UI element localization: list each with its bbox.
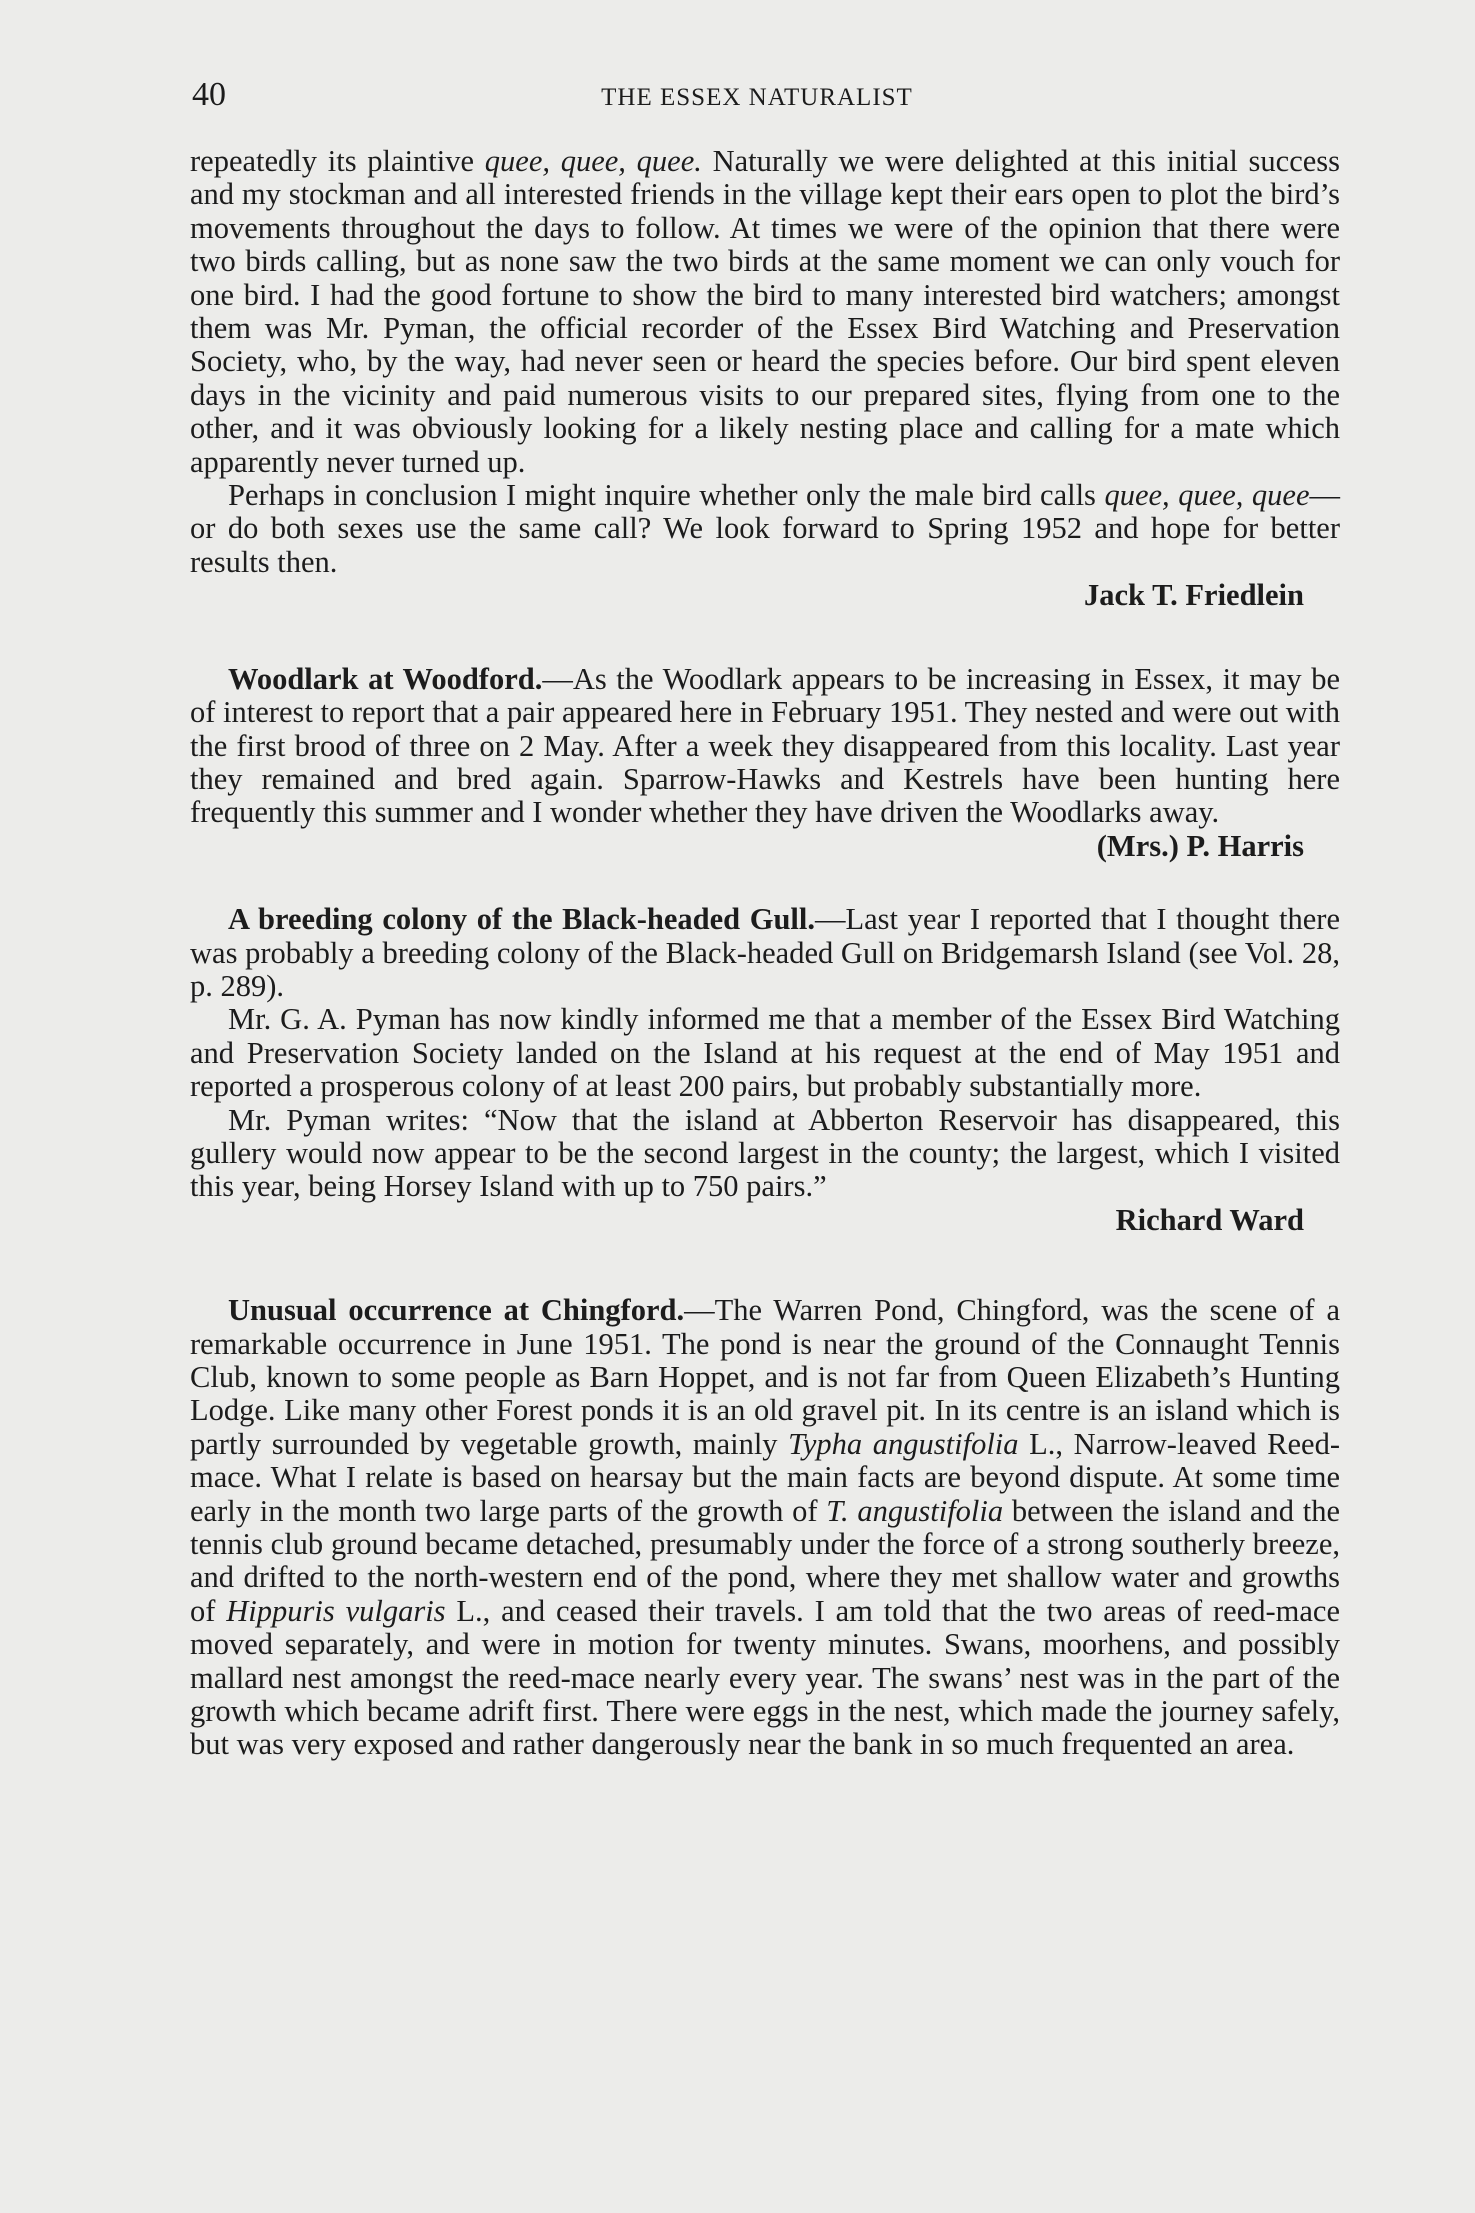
section-spacer <box>190 1237 1340 1294</box>
paragraph: Mr. Pyman writes: “Now that the island at Abberton Reservoir has disappeared, this gullery would now appear to be the second largest in the county; the largest, which I visited this year, being Horsey Island with up to 750 pairs.” <box>190 1102 1340 1204</box>
paragraph-conclusion <box>190 479 1340 579</box>
note-heading: Unusual occurrence at Chingford. <box>228 1293 685 1328</box>
paragraph-continuation <box>190 145 1340 479</box>
text-run: Perhaps in conclusion I might inquire whether only the male bird calls <box>228 478 1105 513</box>
author-signature: (Mrs.) P. Harris <box>1096 828 1304 863</box>
note-heading: A breeding colony of the Black-headed Gull. <box>228 902 816 937</box>
author-signature: Richard Ward <box>1115 1202 1304 1237</box>
page-header <box>192 72 1322 122</box>
text-run: —The Warren Pond, Chingford, was the scene of a remarkable occurrence in June 1951. The pond is near the ground of the Connaught Tennis Club, known to some people as Barn Hoppet, and is not far from Queen Elizabeth’s Hunting Lodge. Like many other Forest ponds it is an old gravel pit. In its centre is an island which is partly surrounded by vegetable growth, mainly <box>190 1293 1340 1461</box>
note-heading: Woodlark at Woodford. <box>228 661 543 696</box>
text-run: —Last year I reported that I thought there was probably a breeding colony of the Black-headed Gull on Bridgemarsh Island (see Vol. 28, p. 289). <box>190 902 1340 1003</box>
text-run: L., Narrow-leaved Reed-mace. What I relate is based on hearsay but the main facts are beyond dispute. At some time early in the month two large parts of the growth of <box>190 1426 1340 1528</box>
text-run: between the island and the tennis club ground became detached, presumably under the force of a strong southerly breeze, and drifted to the north-western end of the pond, where they met shallow water and growths of <box>190 1493 1340 1628</box>
article-body <box>190 145 1340 1762</box>
text-run: Naturally we were delighted at this initial success and my stockman and all interested friends in the village kept their ears open to plot the bird’s movements throughout the days to follow. At times we were of the opinion that there were two birds calling, but as none saw the two birds at the same moment we can only vouch for one bird. I had the good fortune to show the bird to many interested bird watchers; amongst them was Mr. Pyman, the official recorder of the Essex Bird Watching and Preservation Society, who, by the way, had never seen or heard the species before. Our bird spent eleven days in the vicinity and paid numerous visits to our prepared sites, flying from one to the other, and it was obviously looking for a likely nesting place and calling for a mate which apparently never turned up. <box>190 144 1341 479</box>
section-spacer <box>190 863 1340 903</box>
author-signature: Jack T. Friedlein <box>1084 578 1304 613</box>
text-run: repeatedly its plaintive <box>190 144 485 178</box>
page-number: 40 <box>192 76 226 113</box>
italic-species: Hippuris vulgaris <box>226 1593 446 1628</box>
text-run: —or do both sexes use the same call? We look forward to Spring 1952 and hope for better results then. <box>190 478 1340 579</box>
italic-species: Typha angustifolia <box>788 1426 1019 1461</box>
section-spacer <box>190 613 1340 663</box>
note-chingford <box>190 1294 1340 1762</box>
italic-call: quee, quee, quee. <box>484 144 702 178</box>
note-gull <box>190 903 1340 1003</box>
text-run: —As the Woodlark appears to be increasing in Essex, it may be of interest to report that a pair appeared here in February 1951. They nested and were out with the first brood of three on 2 May. After a week they disappeared from this locality. Last year they remained and bred again. Sparrow-Hawks and Kestrels have been hunting here frequently this summer and I wonder whether they have driven the Woodlarks away. <box>190 661 1341 830</box>
note-woodlark <box>190 663 1340 830</box>
paragraph: Mr. G. A. Pyman has now kindly informed me that a member of the Essex Bird Watching and Preservation Society landed on the Island at his request at the end of May 1951 and reported a prosperous colony of at least 200 pairs, but probably substantially more. <box>190 1002 1340 1104</box>
running-title: THE ESSEX NATURALIST <box>601 84 913 111</box>
italic-species: T. angustifolia <box>826 1493 1004 1528</box>
text-run: L., and ceased their travels. I am told that the two areas of reed-mace moved separately, and were in motion for twenty minutes. Swans, moorhens, and possibly mallard nest amongst the reed-mace nearly every year. The swans’ nest was in the part of the growth which became adrift first. There were eggs in the nest, which made the journey safely, but was very exposed and rather dangerously near the bank in so much frequented an area. <box>190 1593 1340 1762</box>
italic-call: quee, quee, quee <box>1104 478 1310 513</box>
